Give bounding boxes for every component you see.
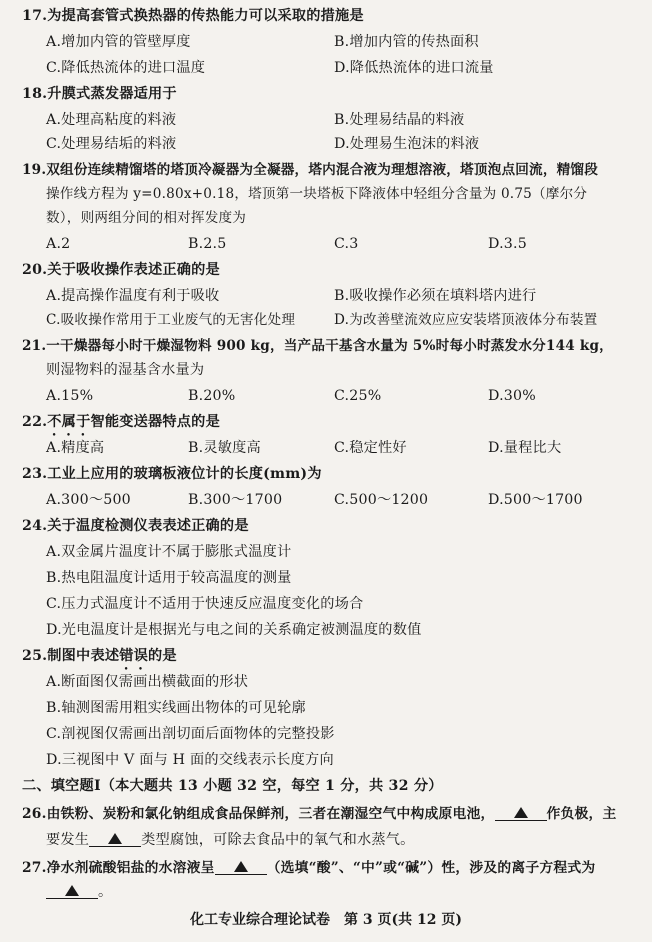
q26-text-4: 类型腐蚀，可除去食品中的氧气和水蒸气。 bbox=[141, 832, 415, 848]
q24-option-b: B.热电阻温度计适用于较高温度的测量 bbox=[46, 570, 292, 586]
q22-option-d: D.量程比大 bbox=[488, 440, 562, 456]
q27-text-2: （选填“酸”、“中”或“碱”）性，涉及的离子方程式为 bbox=[266, 860, 596, 876]
q25-option-d: D.三视图中 V 面与 H 面的交线表示长度方向 bbox=[46, 752, 334, 768]
question-19-stem-1: 19.双组份连续精馏塔的塔顶冷凝器为全凝器，塔内混合液为理想溶液，塔顶泡点回流，精馏段 bbox=[22, 162, 598, 178]
q22-option-a: A.精度高 bbox=[46, 440, 105, 456]
q19-option-d: D.3.5 bbox=[488, 236, 527, 252]
q26-text-1: 26.由铁粉、炭粉和氯化钠组成食品保鲜剂，三者在潮湿空气中构成原电池， bbox=[22, 806, 495, 822]
q23-option-a: A.300～500 bbox=[46, 492, 131, 508]
q21-option-a: A.15% bbox=[46, 388, 94, 404]
q17-option-d: D.降低热流体的进口流量 bbox=[334, 60, 494, 76]
question-17-stem: 17.为提高套管式换热器的传热能力可以采取的措施是 bbox=[22, 8, 364, 24]
question-22-stem bbox=[22, 412, 220, 439]
triangle-icon bbox=[234, 861, 248, 872]
section-2-title: 二、填空题Ⅰ（本大题共 13 小题 32 空，每空 1 分，共 32 分） bbox=[22, 778, 443, 794]
q20-option-a: A.提高操作温度有利于吸收 bbox=[46, 288, 220, 304]
q18-option-c: C.处理易结垢的料液 bbox=[46, 136, 177, 152]
q19-option-c: C.3 bbox=[334, 236, 359, 252]
q22-option-b: B.灵敏度高 bbox=[188, 440, 261, 456]
question-19-stem-3: 数），则两组分间的相对挥发度为 bbox=[46, 210, 247, 226]
question-18-stem: 18.升膜式蒸发器适用于 bbox=[22, 86, 177, 102]
question-21-stem-1: 21.一干燥器每小时干燥湿物料 900 kg，当产品干基含水量为 5%时每小时蒸发水分144 kg， bbox=[22, 338, 613, 354]
question-19-stem-2: 操作线方程为 y=0.80x+0.18，塔顶第一块塔板下降液体中轻组分含量为 0.75（摩尔分 bbox=[46, 186, 588, 202]
q26-text-2: 作负极，主 bbox=[546, 806, 617, 822]
q25-option-c: C.剖视图仅需画出剖切面后面物体的完整投影 bbox=[46, 726, 335, 742]
q24-option-a: A.双金属片温度计不属于膨胀式温度计 bbox=[46, 544, 292, 560]
q21-option-c: C.25% bbox=[334, 388, 382, 404]
q27-text-1: 27.净水剂硫酸铝盐的水溶液呈 bbox=[22, 860, 215, 876]
q23-option-b: B.300～1700 bbox=[188, 492, 283, 508]
q23-option-d: D.500～1700 bbox=[488, 492, 583, 508]
triangle-icon bbox=[514, 807, 528, 818]
q20-option-c: C.吸收操作常用于工业废气的无害化处理 bbox=[46, 312, 296, 328]
q25-stem-rest: 的是 bbox=[148, 648, 177, 664]
q21-option-b: B.20% bbox=[188, 388, 236, 404]
question-21-stem-2: 则湿物料的湿基含水量为 bbox=[46, 362, 205, 378]
q27-text-3: 。 bbox=[98, 884, 113, 900]
question-24-stem: 24.关于温度检测仪表表述正确的是 bbox=[22, 518, 249, 534]
answer-blank[interactable] bbox=[89, 830, 141, 847]
question-25-stem bbox=[22, 646, 177, 673]
q17-option-c: C.降低热流体的进口温度 bbox=[46, 60, 206, 76]
q25-option-a: A.断面图仅需画出横截面的形状 bbox=[46, 674, 249, 690]
q24-option-c: C.压力式温度计不适用于快速反应温度变化的场合 bbox=[46, 596, 364, 612]
question-26-line-2 bbox=[46, 830, 415, 850]
q19-option-b: B.2.5 bbox=[188, 236, 227, 252]
question-26-line-1 bbox=[22, 804, 617, 824]
triangle-icon bbox=[65, 885, 79, 896]
q17-option-b: B.增加内管的传热面积 bbox=[334, 34, 479, 50]
q18-option-a: A.处理高粘度的料液 bbox=[46, 112, 177, 128]
q22-emphasis: 不属于 bbox=[47, 414, 91, 430]
question-27-line-2 bbox=[46, 882, 112, 902]
q24-option-d: D.光电温度计是根据光与电之间的关系确定被测温度的数值 bbox=[46, 622, 422, 638]
question-23-stem: 23.工业上应用的玻璃板液位计的长度(mm)为 bbox=[22, 466, 322, 482]
q20-option-d: D.为改善壁流效应应安装塔顶液体分布装置 bbox=[334, 312, 598, 328]
q18-option-d: D.处理易生泡沫的料液 bbox=[334, 136, 480, 152]
q26-text-3: 要发生 bbox=[46, 832, 90, 848]
answer-blank[interactable] bbox=[46, 882, 98, 899]
q22-stem-rest: 智能变送器特点的是 bbox=[90, 414, 220, 430]
answer-blank[interactable] bbox=[215, 858, 267, 875]
q20-option-b: B.吸收操作必须在填料塔内进行 bbox=[334, 288, 537, 304]
q17-option-a: A.增加内管的管壁厚度 bbox=[46, 34, 191, 50]
q18-option-b: B.处理易结晶的料液 bbox=[334, 112, 465, 128]
answer-blank[interactable] bbox=[495, 804, 547, 821]
question-27-line-1 bbox=[22, 858, 595, 878]
triangle-icon bbox=[108, 833, 122, 844]
q22-option-c: C.稳定性好 bbox=[334, 440, 407, 456]
q21-option-d: D.30% bbox=[488, 388, 536, 404]
question-20-stem: 20.关于吸收操作表述正确的是 bbox=[22, 262, 220, 278]
q25-emphasis: 错误 bbox=[119, 648, 149, 664]
q25-stem-prefix: 25.制图中表述 bbox=[22, 648, 120, 664]
q25-option-b: B.轴测图需用粗实线画出物体的可见轮廓 bbox=[46, 700, 306, 716]
q23-option-c: C.500～1200 bbox=[334, 492, 429, 508]
q19-option-a: A.2 bbox=[46, 236, 71, 252]
q22-number: 22. bbox=[22, 414, 48, 430]
page-footer: 化工专业综合理论试卷 第 3 页(共 12 页) bbox=[190, 912, 462, 928]
